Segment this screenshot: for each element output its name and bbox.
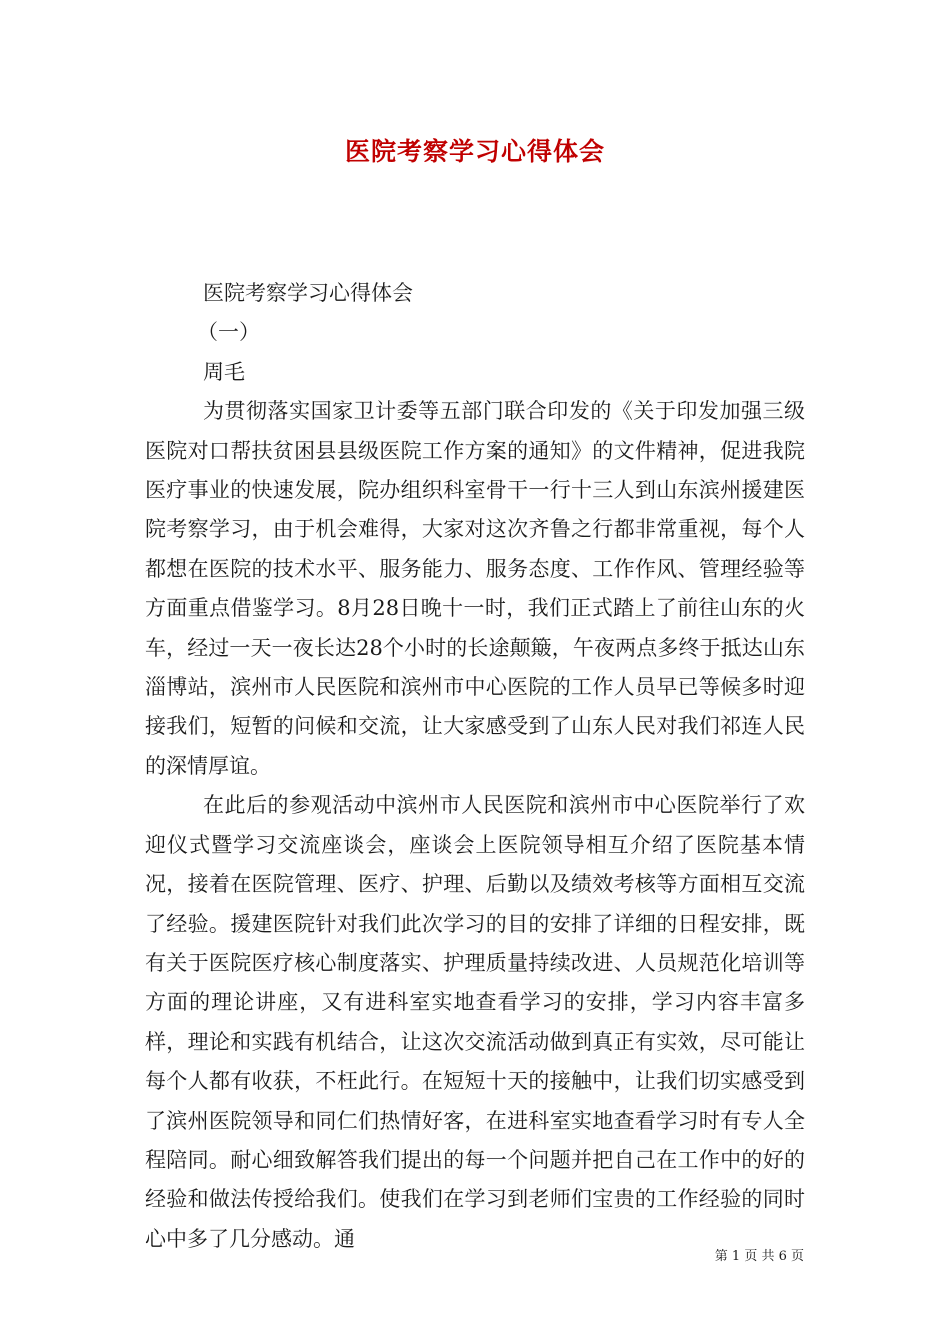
paragraph: 在此后的参观活动中滨州市人民医院和滨州市中心医院举行了欢迎仪式暨学习交流座谈会，座谈会上医院领导相互介绍了医院基本情况，接着在医院管理、医疗、护理、后勤以及绩效考核等方面相互交流了经验。援建医院针对我们此次学习的目的安排了详细的日程安排，既有关于医院医疗核心制度落实、护理质量持续改进、人员规范化培训等方面的理论讲座，又有进科室实地查看学习的安排，学习内容丰富多样，理论和实践有机结合，让这次交流活动做到真正有实效，尽可能让每个人都有收获，不枉此行。在短短十天的接触中，让我们切实感受到了滨州医院领导和同仁们热情好客，在进科室实地查看学习时有专人全程陪同。耐心细致解答我们提出的每一个问题并把自己在工作中的好的经验和做法传授给我们。使我们在学习到老师们宝贵的工作经验的同时心中多了几分感动。通 xyxy=(145,793,805,1251)
section-marker: （一） xyxy=(197,320,260,345)
page-title: 医院考察学习心得体会 xyxy=(344,137,605,166)
document-subtitle: 医院考察学习心得体会 xyxy=(203,281,413,305)
paragraph: 为贯彻落实国家卫计委等五部门联合印发的《关于印发加强三级医院对口帮扶贫困县县级医院工作方案的通知》的文件精神，促进我院医疗事业的快速发展，院办组织科室骨干一行十三人到山东滨州援建医院考察学习，由于机会难得，大家对这次齐鲁之行都非常重视，每个人都想在医院的技术水平、服务能力、服务态度、工作作风、管理经验等方面重点借鉴学习。8月28日晚十一时，我们正式踏上了前往山东的火车，经过一天一夜长达28个小时的长途颠簸，午夜两点多终于抵达山东淄博站，滨州市人民医院和滨州市中心医院的工作人员早已等候多时迎接我们，短暂的问候和交流，让大家感受到了山东人民对我们祁连人民的深情厚谊。 xyxy=(145,399,805,778)
document-body xyxy=(145,274,805,1259)
author-name: 周毛 xyxy=(203,359,245,384)
page-number: 第 1 页 共 6 页 xyxy=(714,1249,804,1264)
